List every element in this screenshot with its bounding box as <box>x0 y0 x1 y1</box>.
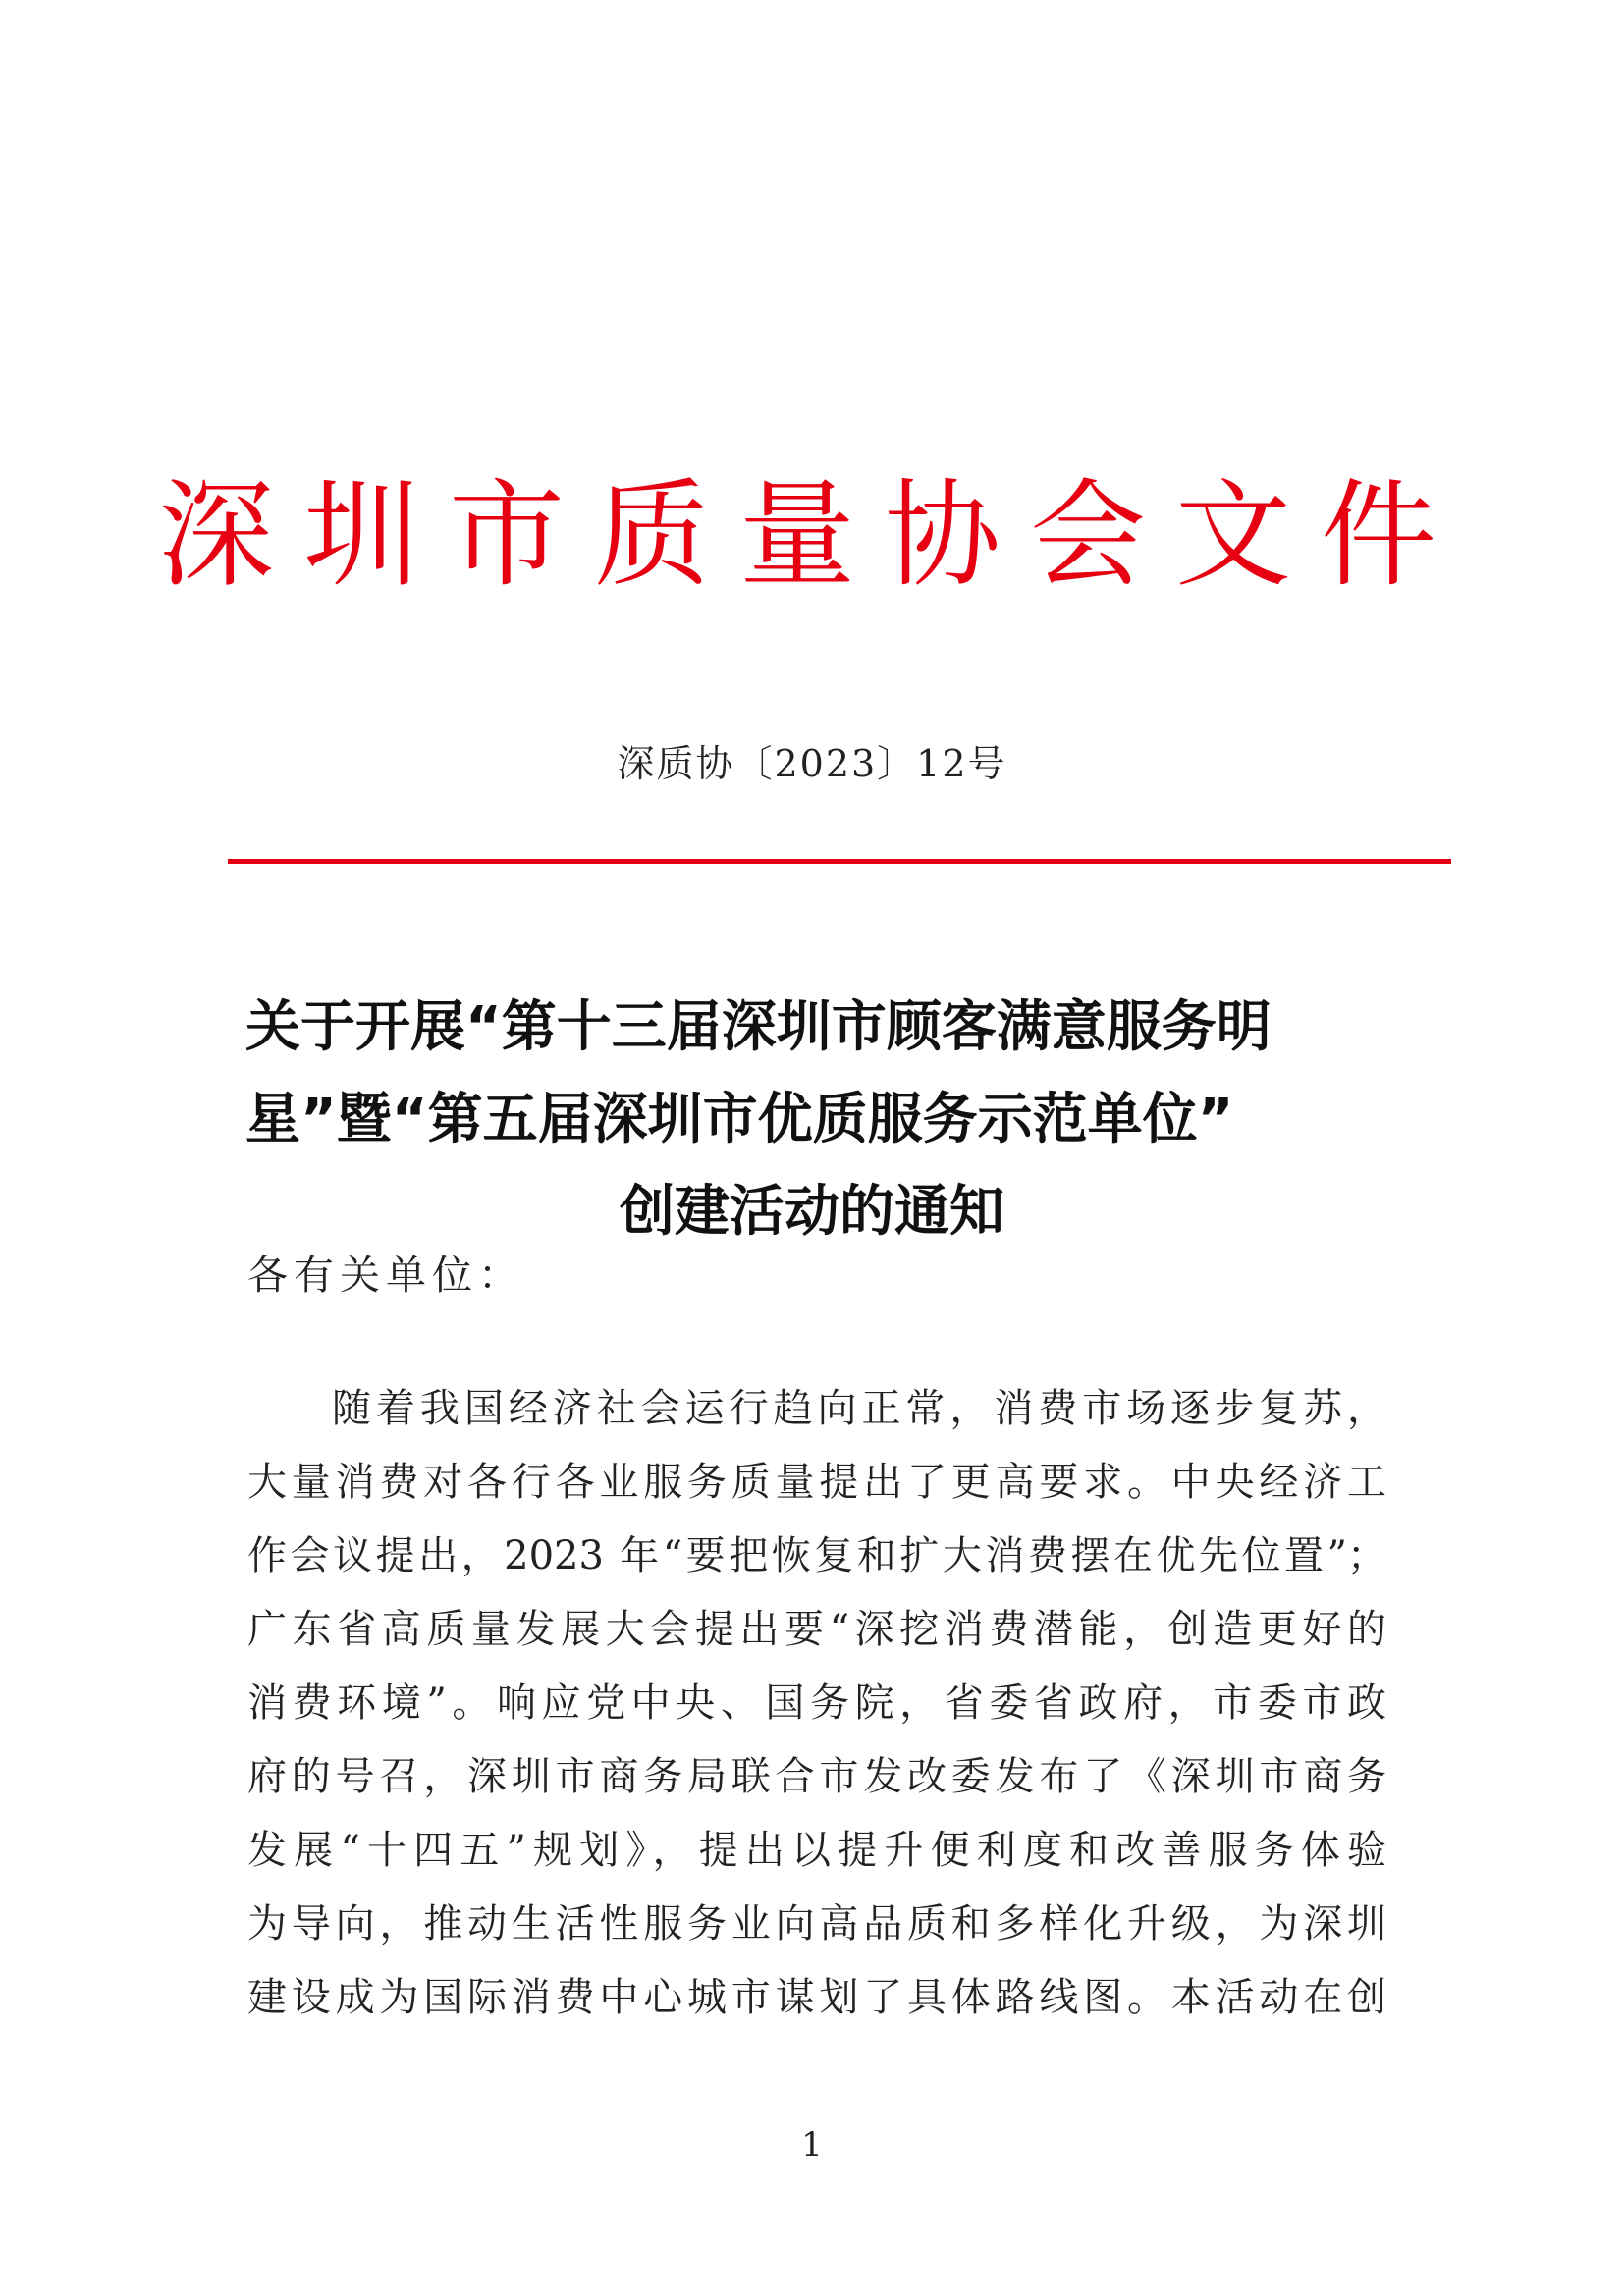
notice-title <box>245 982 1379 1258</box>
title-line: 星”暨“第五届深圳市优质服务示范单位” <box>245 1088 1234 1151</box>
body-line: 为导向，推动生活性服务业向高品质和多样化升级，为深圳 <box>247 1901 1386 1947</box>
body-line: 府的号召，深圳市商务局联合市发改委发布了《深圳市商务 <box>247 1754 1386 1799</box>
body-line: 作会议提出，2023 年“要把恢复和扩大消费摆在优先位置”； <box>247 1533 1386 1578</box>
body-line: 大量消费对各行各业服务质量提出了更高要求。中央经济工 <box>247 1460 1386 1505</box>
document-number: 深质协〔2023〕12号 <box>617 742 1007 785</box>
body-line: 广东省高质量发展大会提出要“深挖消费潜能，创造更好的 <box>247 1607 1386 1652</box>
body-line: 发展“十四五”规划》，提出以提升便利度和改善服务体验 <box>247 1828 1386 1873</box>
red-divider-line <box>228 859 1451 864</box>
body-line: 建设成为国际消费中心城市谋划了具体路线图。本活动在创 <box>247 1975 1386 2020</box>
body-paragraph <box>247 1372 1386 2035</box>
body-line: 随着我国经济社会运行趋向正常，消费市场逐步复苏， <box>332 1386 1386 1431</box>
salutation: 各有关单位： <box>247 1252 524 1299</box>
page-number: 1 <box>801 2125 823 2164</box>
body-line: 消费环境”。响应党中央、国务院，省委省政府，市委市政 <box>247 1681 1386 1726</box>
title-line: 关于开展“第十三届深圳市顾客满意服务明 <box>245 995 1272 1059</box>
title-line: 创建活动的通知 <box>620 1180 1004 1244</box>
masthead-title: 深圳市质量协会文件 <box>157 467 1466 603</box>
